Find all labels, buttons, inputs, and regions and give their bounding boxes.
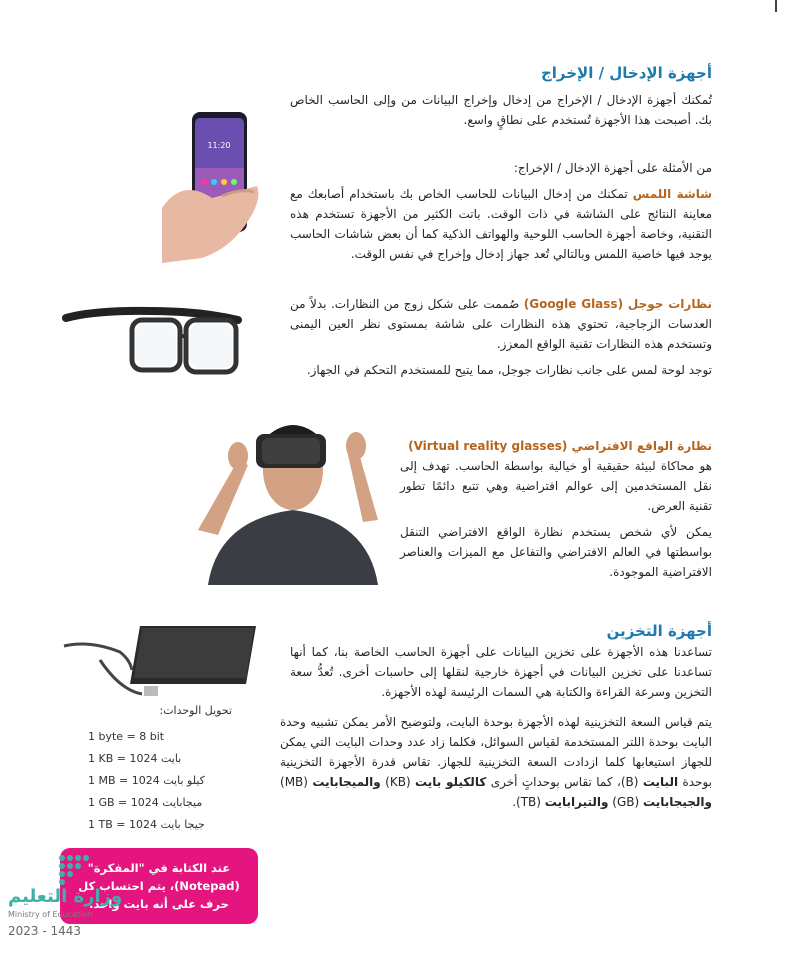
- conversion-formula: 1 GB = 1024: [88, 796, 159, 809]
- google-glass-paragraph: [290, 294, 712, 354]
- storage-text-c: (KB): [380, 775, 416, 789]
- google-glass-text: صُممت على شكل زوج من النظارات. بدلاً من العدسات الزجاجية، تحتوي هذه النظارات على شاشة بمستوى نظر العين اليمنى وتستخدم هذه النظارات تقنية الواقع المعزز.: [290, 297, 712, 351]
- io-examples-intro: من الأمثلة على أجهزة الإدخال / الإخراج:: [513, 161, 712, 175]
- vr-headset-person-image: [178, 410, 408, 585]
- term-kilobyte: كالكيلو بايت: [415, 775, 487, 789]
- svg-text:11:20: 11:20: [207, 141, 231, 150]
- ministry-name-arabic: وزارة التعليم: [8, 886, 123, 907]
- vr-text: هو محاكاة لبيئة حقيقية أو خيالية بواسطة الحاسب. تهدف إلى نقل المستخدمين إلى عوالم افتراضية وهي تتبع دائمًا تطور تقنية العرض.: [400, 459, 712, 513]
- conversion-unit: كيلو بايت: [163, 774, 205, 787]
- storage-text-e: (GB): [608, 795, 643, 809]
- conversion-title: تحويل الوحدات:: [159, 704, 232, 717]
- term-terabyte: والتيرابايت: [544, 795, 609, 809]
- conversion-formula: 1 MB = 1024: [88, 774, 160, 787]
- conversion-row: [88, 774, 238, 787]
- vr-paragraph: [400, 436, 712, 516]
- conversion-row: [88, 796, 238, 809]
- touchscreen-paragraph: [290, 184, 712, 264]
- conversion-row: [88, 730, 238, 743]
- storage-text-f: (TB).: [512, 795, 545, 809]
- storage-text-d: (MB): [280, 775, 313, 789]
- section-heading-io: أجهزة الإدخال / الإخراج: [540, 64, 712, 82]
- term-gigabyte: والجيجابايت: [643, 795, 712, 809]
- conversion-unit: بايت: [160, 752, 182, 765]
- touchscreen-term: شاشة اللمس: [632, 187, 713, 201]
- ministry-name-english: Ministry of Education: [8, 910, 93, 919]
- storage-text-b: (B)، كما تقاس بوحداتٍ أخرى: [486, 775, 643, 789]
- conversion-row: [88, 818, 238, 831]
- google-glass-paragraph-2: توجد لوحة لمس على جانب نظارات جوجل، مما يتيح للمستخدم التحكم في الجهاز.: [306, 363, 712, 377]
- google-glass-image: [62, 290, 242, 382]
- storage-paragraph-1: تساعدنا هذه الأجهزة على تخزين البيانات على أجهزة الحاسب الخاصة بنا، كما أنها تساعدنا على تخزين البيانات في أجهزة خارجية لنقلها إلى حاسبات أخرى. تُعدُّ سعة التخزين وسرعة القراءة والكتابة هي السمات الرئيسة لهذه الأجهزة.: [290, 645, 712, 699]
- conversion-row: [88, 752, 238, 765]
- vr-paragraph-2: يمكن لأي شخص يستخدم نظارة الواقع الافتراضي التنقل بواسطتها في العالم الافتراضي والتفاعل مع الميزات والعناصر الافتراضية الموجودة.: [400, 525, 712, 579]
- term-megabyte: والميجابايت: [312, 775, 381, 789]
- page-edge-mark: [775, 0, 777, 12]
- section-heading-storage: أجهزة التخزين: [606, 622, 712, 640]
- smartphone-hand-image: [162, 108, 262, 266]
- google-glass-term: نظارات جوجل (Google Glass): [523, 297, 713, 311]
- conversion-unit: جيجا بايت: [160, 818, 205, 831]
- touchscreen-text: تمكنك من إدخال البيانات للحاسب الخاص بك باستخدام أصابعك مع معاينة النتائج على الشاشة في ذات الوقت. باتت الكثير من الأجهزة تستخدم هذه التقنية، وخاصة أجهزة الحاسب اللوحية والهواتف الذكية كما أن بعض شاشات الحاسب يوجد فيها خاصية اللمس وبالتالي تُعد جهاز إدخال وإخراج في نفس الوقت.: [290, 187, 712, 261]
- note-text: عند الكتابة في "المفكرة" (Notepad)، يتم احتساب كل حرف على أنه بايت واحد.: [78, 861, 240, 911]
- term-byte: البايت: [642, 775, 679, 789]
- vr-term: نظارة الواقع الافتراضي (Virtual reality glasses): [408, 439, 712, 453]
- conversion-formula: 1 KB = 1024: [88, 752, 158, 765]
- io-intro: تُمكنك أجهزة الإدخال / الإخراج من إدخال وإخراج البيانات من وإلى الحاسب الخاص بك. أصبحت هذا الأجهزة تُستخدم على نطاقٍ واسع.: [290, 93, 712, 127]
- storage-paragraph-2: [280, 712, 712, 812]
- external-hard-drive-image: [60, 620, 260, 700]
- conversion-formula: 1 byte = 8 bit: [88, 730, 165, 743]
- storage-text-a: يتم قياس السعة التخزينية لهذه الأجهزة بوحدة البايت، ولتوضيح الأمر يمكن تشبيه وحدة البايت بوحدة اللتر المستخدمة لقياس السوائل، فكلما زاد عدد وحدات البايت التي يمكن للجهاز استيعابها كلما ازدادت السعة التخزينية للجهاز. تقاس قدرة الأجهزة التخزينية بوحدة: [280, 715, 712, 789]
- edition-year: 2023 - 1443: [8, 924, 82, 938]
- conversion-unit: ميجابايت: [162, 796, 203, 809]
- conversion-formula: 1 TB = 1024: [88, 818, 157, 831]
